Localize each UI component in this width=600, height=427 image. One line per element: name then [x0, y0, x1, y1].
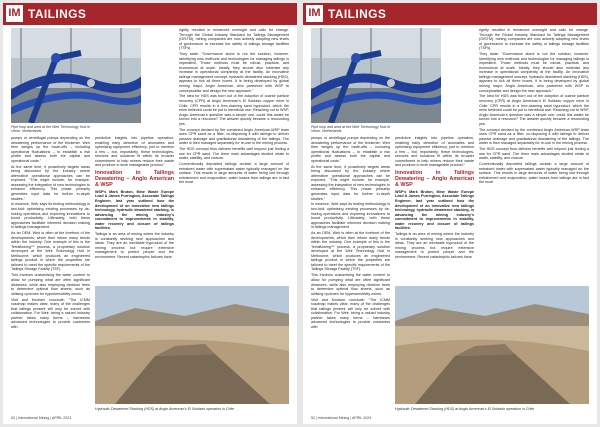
paragraph: As an OEM, Weir is often at the forefront of the developments, which then inform many trends within the industry. One example of this is the Terraflowing™ process, a proprietary solution developed at the Weir Technology Hub in Melbourne, which produces an engineered tailings product in which the properties are tailored to meet the specific requirements of the Tailings Storage Facility (TSF).: [11, 231, 90, 272]
paragraph: rightly resulted in enhanced oversight and calls for change. Through the Global Industry Standard for Tailings Management (GISTM), mining companies are now actively adopting new levels of governance to increase the safety of tailings storage facilities (TSFs).: [179, 28, 289, 51]
paragraph: The idea for HDS was born out of the adoption of coarse particle recovery (CPR) at Anglo American's El Soldado copper mine in Chile. CPR results in a free-draining sand byproduct, which the mine believed could be put to beneficial use. Reaching out to WSP, Anglo American's question was a simple one: could this waste be turned into a resource? The answer quickly became a resounding yes.: [179, 94, 289, 126]
paragraph: Visit and Knutsen conclude: "The ICMM roadmap makes clear, many of the challenges that tailings present will only be solved with collaboration. For Weir, being a valued industry partner takes many forms – harnesses advanced technologies to provide customers with: [311, 297, 390, 329]
text-column-right: [479, 28, 589, 186]
hds-photo: [395, 286, 589, 404]
paragraph: This involves customising the water content to allow for pumping what are often significant distances, while also employing decision trees to determine optimal flow sheets, such as utilising cyclones for hypersensitivity zones.: [11, 273, 90, 296]
top-photo-caption: Pipe loop and area at the Weir Technology Hub in Venlo, Netherlands: [311, 125, 391, 134]
paragraph: The concept devised by the combined Anglo American-WSP team uses CPR sand as a filter, co-disposing it with tailings to deliver passive drainage and gravitational dewatering of the tailings. The water is then managed separately for re-use in the mining process.: [479, 127, 589, 146]
paragraph: At the same time, it proactively targets areas being discussed by the industry where alternative operational approaches can be explored. "This might include, for example, assessing the integration of new technologies to enhance efficiency. This phase primarily generates input data for further in-depth studies.": [311, 164, 390, 201]
paragraph: At the same time, it proactively targets areas being discussed by the industry where alternative operational approaches can be explored. "This might include, for example, assessing the integration of new technologies to enhance efficiency. This phase primarily generates input data for further in-depth studies.": [11, 164, 90, 201]
paragraph: The HDS concept thus delivers benefits well beyond just finding a use for CPR sand. The three main advantages studied relate to water, stability, and closure.: [479, 147, 589, 161]
text-column-left: [311, 136, 390, 331]
paragraph: pumps or centrifugal pumps depending on the dewatering performance of the thickener. Weir then weighs up the trade-offs – including operational fluctuations – to establish a risk profile and assess both the capital and operational costs.": [311, 136, 390, 163]
paragraph: Conventionally deposited tailings contain a large amount of entrained water with supernatant water typically managed on the surface. This results in large amounts of water being lost through entrainment and evaporation; water losses from tailings are in fact the most: [179, 162, 289, 185]
section-title: TAILINGS: [28, 7, 87, 21]
paragraph: Tailings is an area of mining where the industry is constantly seeking new approaches and ideas. They are an inevitable byproduct of the mining process but require extensive management to protect people and the environment. Recent catastrophic failures have: [395, 232, 474, 259]
paragraph: In essence, Weir says its testing methodology is two-fold: optimising existing processes by de-risking operations and exploring innovations to boost productivity. Ultimately, both these approaches facilitate informed decision making in tailings management.: [11, 202, 90, 230]
page-footer: 52 | International Mining | APRIL 2024: [311, 415, 372, 420]
text-column-left: [11, 136, 90, 331]
section-banner: [303, 3, 597, 25]
section-banner: [3, 3, 297, 25]
article-byline: WSP's Mark Bruton, Mine Waste Europe Lead & James Purrington, Associate Tailings Engineer, last year outlined how the development of an innovative new tailings technology, hydraulic dewatered stacking, is advancing the mining industry's commitment to improvements in stability, water recovery and closure of tailings facilities.: [95, 189, 174, 231]
paragraph: Conventionally deposited tailings contain a large amount of entrained water with supernatant water typically managed on the surface. This results in large amounts of water being lost through entrainment and evaporation; water losses from tailings are in fact the most: [479, 162, 589, 185]
paragraph: rightly resulted in enhanced oversight and calls for change. Through the Global Industry Standard for Tailings Management (GISTM), mining companies are now actively adopting new levels of governance to increase the safety of tailings storage facilities (TSFs).: [479, 28, 589, 51]
paragraph: The concept devised by the combined Anglo American-WSP team uses CPR sand as a filter, co-disposing it with tailings to deliver passive drainage and gravitational dewatering of the tailings. The water is then managed separately for re-use in the mining process.: [179, 127, 289, 146]
top-photo-caption: Pipe loop and area at the Weir Technology Hub in Venlo, Netherlands: [11, 125, 91, 134]
paragraph: The idea for HDS was born out of the adoption of coarse particle recovery (CPR) at Anglo American's El Soldado copper mine in Chile. CPR results in a free-draining sand byproduct, which the mine believed could be put to beneficial use. Reaching out to WSP, Anglo American's question was a simple one: could this waste be turned into a resource? The answer quickly became a resounding yes.: [479, 94, 589, 126]
article-heading: Innovation in Tailings Dewatering – Anglo American & WSP: [395, 169, 474, 189]
magazine-logo: IM: [306, 5, 323, 22]
text-column-right: [179, 28, 289, 186]
bottom-photo-caption: Hydraulic Dewatered Stacking (HDS) at Anglo American's El Soldado operation in Chile: [95, 407, 235, 411]
magazine-page-left: [3, 3, 297, 424]
text-column-middle: [395, 136, 474, 261]
bottom-photo-caption: Hydraulic Dewatered Stacking (HDS) at Anglo American's El Soldado operation in Chile: [395, 407, 535, 411]
magazine-page-right: [303, 3, 597, 424]
paragraph: They state: "Governance alone is not the solution, however. Identifying new methods and technologies for managing tailings is imperative. Those methods must be robust, practical, and economical at scale. Ideally, they should also minimise any increase in operational complexity at the facility. An innovative tailings management concept, hydraulic dewatered stacking (HDS), appears to tick all three boxes. It is being developed by global mining major, Anglo American, who partnered with WSP to conceptualise and design the new approach.": [479, 52, 589, 93]
page-footer: 52 | International Mining | APRIL 2024: [11, 415, 72, 420]
article-byline: WSP's Mark Bruton, Mine Waste Europe Lead & James Purrington, Associate Tailings Engineer, last year outlined how the development of an innovative new tailings technology, hydraulic dewatered stacking, is advancing the mining industry's commitment to improvements in stability, water recovery and closure of tailings facilities.: [395, 189, 474, 231]
section-title: TAILINGS: [328, 7, 387, 21]
pipe-loop-photo: [311, 28, 441, 123]
pipe-loop-photo: [11, 28, 141, 123]
magazine-logo: IM: [6, 5, 23, 22]
paragraph: As an OEM, Weir is often at the forefront of the developments, which then inform many trends within the industry. One example of this is the Terraflowing™ process, a proprietary solution developed at the Weir Technology Hub in Melbourne, which produces an engineered tailings product in which the properties are tailored to meet the specific requirements of the Tailings Storage Facility (TSF).: [311, 231, 390, 272]
paragraph: Visit and Knutsen conclude: "The ICMM roadmap makes clear, many of the challenges that tailings present will only be solved with collaboration. For Weir, being a valued industry partner takes many forms – harnesses advanced technologies to provide customers with: [11, 297, 90, 329]
text-column-middle: [95, 136, 174, 261]
paragraph: They state: "Governance alone is not the solution, however. Identifying new methods and technologies for managing tailings is imperative. Those methods must be robust, practical, and economical at scale. Ideally, they should also minimise any increase in operational complexity at the facility. An innovative tailings management concept, hydraulic dewatered stacking (HDS), appears to tick all three boxes. It is being developed by global mining major, Anglo American, who partnered with WSP to conceptualise and design the new approach.": [179, 52, 289, 93]
paragraph: In essence, Weir says its testing methodology is two-fold: optimising existing processes by de-risking operations and exploring innovations to boost productivity. Ultimately, both these approaches facilitate informed decision making in tailings management.: [311, 202, 390, 230]
paragraph: pumps or centrifugal pumps depending on the dewatering performance of the thickener. Weir then weighs up the trade-offs – including operational fluctuations – to establish a risk profile and assess both the capital and operational costs.": [11, 136, 90, 163]
hds-photo: [95, 286, 289, 404]
article-heading: Innovation in Tailings Dewatering – Anglo American & WSP: [95, 169, 174, 189]
paragraph: The HDS concept thus delivers benefits well beyond just finding a use for CPR sand. The three main advantages studied relate to water, stability, and closure.: [179, 147, 289, 161]
paragraph: Tailings is an area of mining where the industry is constantly seeking new approaches and ideas. They are an inevitable byproduct of the mining process but require extensive management to protect people and the environment. Recent catastrophic failures have: [95, 232, 174, 259]
paragraph: This involves customising the water content to allow for pumping what are often significant distances, while also employing decision trees to determine optimal flow sheets, such as utilising cyclones for hypersensitivity zones.: [311, 273, 390, 296]
paragraph: predictive insights into pipeline operation, enabling early detection of anomalies and optimising equipment efficiency, just to mention a few – but, importantly, these technologies, services and solutions fit within its broader commitment to help miners reduce their waste and produce a more manageable product.": [395, 136, 474, 168]
paragraph: predictive insights into pipeline operation, enabling early detection of anomalies and optimising equipment efficiency, just to mention a few – but, importantly, these technologies, services and solutions fit within its broader commitment to help miners reduce their waste and produce a more manageable product.": [95, 136, 174, 168]
